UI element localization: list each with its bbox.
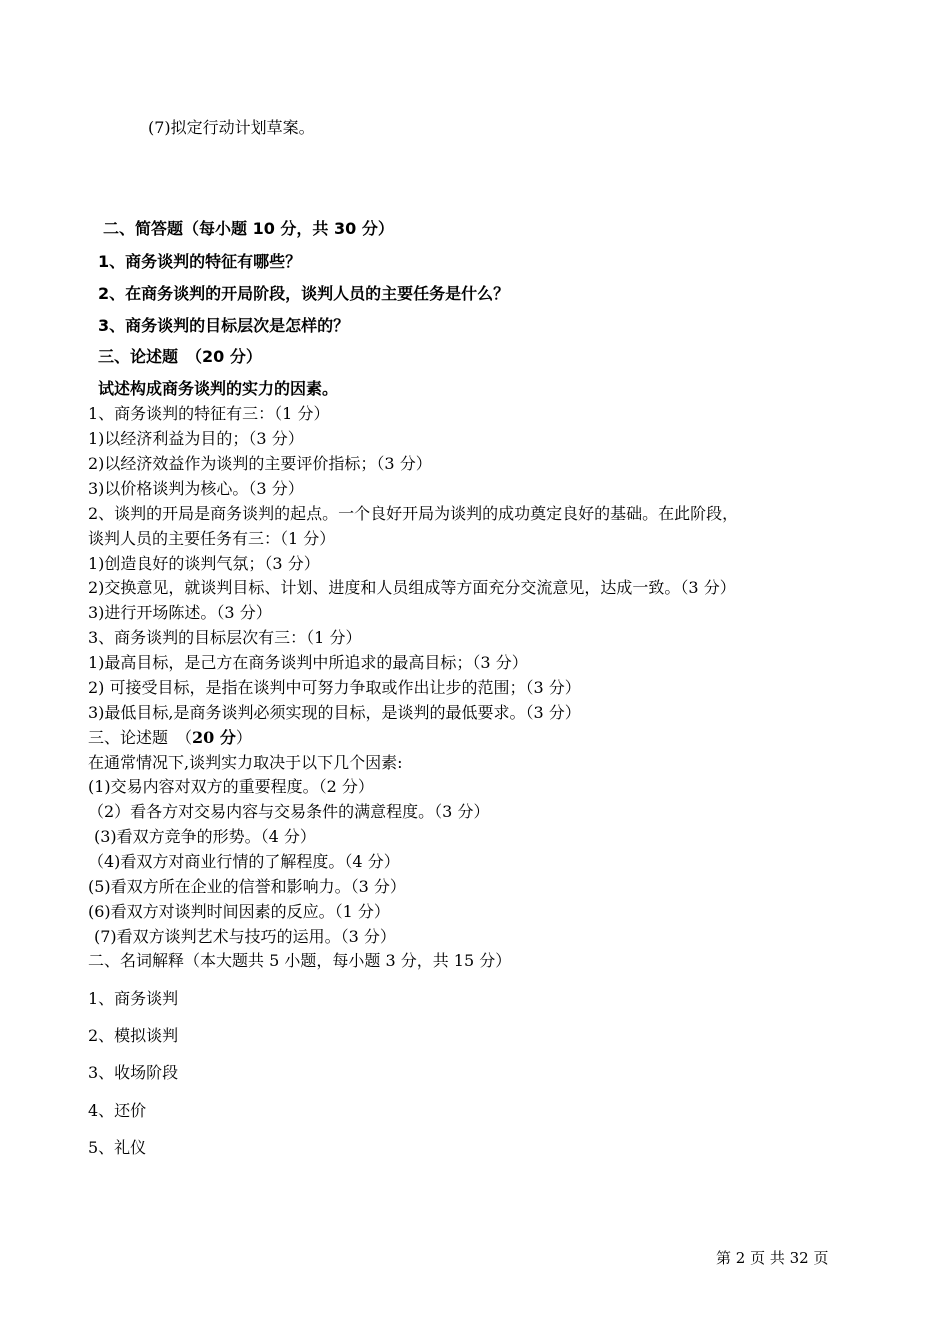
answer-1-point-2: 2)以经济效益作为谈判的主要评价指标；（3 分） xyxy=(88,454,432,473)
answer-2-point-3: 3)进行开场陈述。（3 分） xyxy=(88,603,272,622)
answer-3-point-2: 2) 可接受目标，是指在谈判中可努力争取或作出让步的范围；（3 分） xyxy=(88,678,581,697)
intro-item-7: (7)拟定行动计划草案。 xyxy=(148,118,315,137)
essay-answer-title-prefix: 三、论述题 （ xyxy=(88,728,193,747)
answer-2-line-1: 2、谈判的开局是商务谈判的起点。一个良好开局为谈判的成功奠定良好的基础。在此阶段， xyxy=(88,504,739,523)
answer-3-title: 3、商务谈判的目标层次有三：（1 分） xyxy=(88,628,362,647)
essay-answer-title-score: 20 分 xyxy=(192,728,236,747)
essay-factor-5: (5)看双方所在企业的信誉和影响力。（3 分） xyxy=(88,877,406,896)
answer-1-point-1: 1)以经济利益为目的；（3 分） xyxy=(88,429,304,448)
essay-factor-3: (3)看双方竞争的形势。（4 分） xyxy=(94,827,316,846)
essay-factor-6: (6)看双方对谈判时间因素的反应。（1 分） xyxy=(88,902,390,921)
answer-2-point-2: 2)交换意见，就谈判目标、计划、进度和人员组成等方面充分交流意见，达成一致。（3 分） xyxy=(88,578,736,597)
answer-2-point-1: 1)创造良好的谈判气氛；（3 分） xyxy=(88,554,320,573)
essay-factor-7: (7)看双方谈判艺术与技巧的运用。（3 分） xyxy=(94,927,396,946)
term-3: 3、收场阶段 xyxy=(88,1063,179,1082)
essay-heading: 三、论述题 （20 分） xyxy=(98,347,262,366)
term-4: 4、还价 xyxy=(88,1101,147,1120)
answer-3-point-3: 3)最低目标,是商务谈判必须实现的目标，是谈判的最低要求。（3 分） xyxy=(88,703,581,722)
term-2: 2、模拟谈判 xyxy=(88,1026,179,1045)
question-1: 1、商务谈判的特征有哪些？ xyxy=(98,252,302,271)
essay-answer-intro: 在通常情况下,谈判实力取决于以下几个因素: xyxy=(88,753,403,772)
question-3: 3、商务谈判的目标层次是怎样的？ xyxy=(98,316,350,335)
answer-1-title: 1、商务谈判的特征有三：（1 分） xyxy=(88,404,330,423)
answer-1-point-3: 3)以价格谈判为核心。（3 分） xyxy=(88,479,304,498)
term-5: 5、礼仪 xyxy=(88,1138,147,1157)
question-2: 2、在商务谈判的开局阶段，谈判人员的主要任务是什么？ xyxy=(98,284,510,303)
term-1: 1、商务谈判 xyxy=(88,989,179,1008)
answer-2-line-2: 谈判人员的主要任务有三：（1 分） xyxy=(88,529,336,548)
answer-3-point-1: 1)最高目标，是己方在商务谈判中所追求的最高目标；（3 分） xyxy=(88,653,528,672)
essay-factor-1: (1)交易内容对双方的重要程度。（2 分） xyxy=(88,777,374,796)
page-number-footer: 第 2 页 共 32 页 xyxy=(716,1249,829,1267)
essay-question: 试述构成商务谈判的实力的因素。 xyxy=(98,379,339,398)
short-answer-heading: 二、简答题（每小题 10 分，共 30 分） xyxy=(103,219,394,238)
terms-heading: 二、名词解释（本大题共 5 小题，每小题 3 分，共 15 分） xyxy=(88,951,512,970)
essay-answer-title xyxy=(88,730,252,746)
essay-answer-title-suffix: ） xyxy=(235,728,252,747)
essay-factor-2: （2）看各方对交易内容与交易条件的满意程度。（3 分） xyxy=(88,802,490,821)
essay-factor-4: （4)看双方对商业行情的了解程度。（4 分） xyxy=(88,852,400,871)
